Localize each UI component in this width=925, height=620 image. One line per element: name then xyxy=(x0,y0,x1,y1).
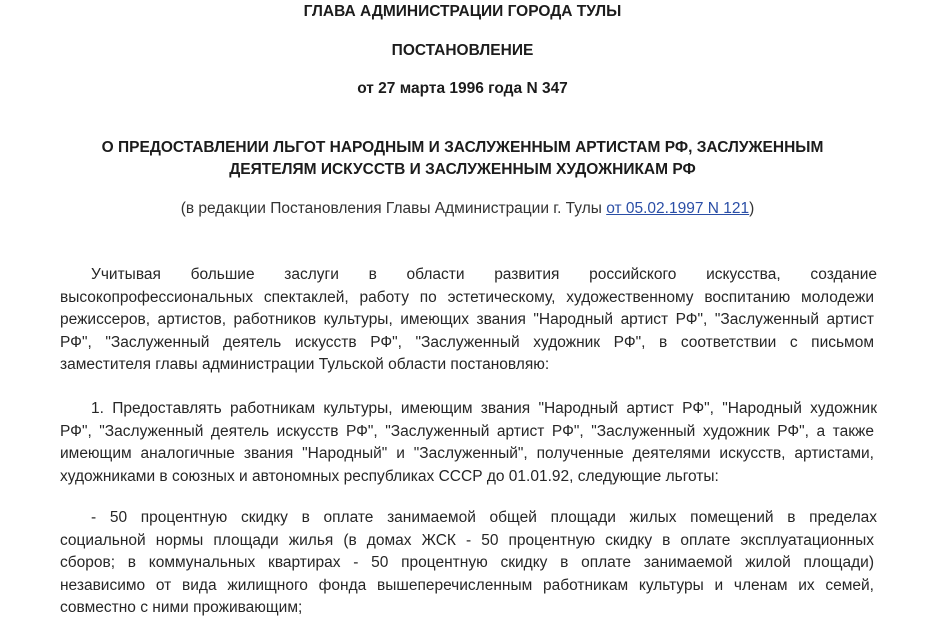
amendment-link[interactable]: от 05.02.1997 N 121 xyxy=(606,200,750,217)
issuing-authority: ГЛАВА АДМИНИСТРАЦИИ ГОРОДА ТУЛЫ xyxy=(303,3,622,20)
paragraph-line: Учитывая большие заслуги в области развития российского искусства, создание xyxy=(91,266,877,283)
preamble-paragraph xyxy=(60,264,877,377)
paragraph-line: совместно с ними проживающим; xyxy=(60,599,303,616)
paragraph-line: заместителя главы администрации Тульской области постановляю: xyxy=(60,356,550,373)
edition-note xyxy=(0,199,925,219)
paragraph-line: РФ", "Заслуженный деятель искусств РФ", "Заслуженный артист РФ", "Заслуженный художник РФ", а также xyxy=(60,422,874,440)
paragraph-line: сборов; в коммунальных квартирах - 50 процентную скидку в оплате занимаемой жилой площади) xyxy=(60,554,874,571)
paragraph-line: режиссеров, артистов, работников культуры, имеющих звания "Народный артист РФ", "Заслуженный артист xyxy=(60,311,874,328)
document-date-number: от 27 марта 1996 года N 347 xyxy=(357,80,568,97)
document-title-line-1: О ПРЕДОСТАВЛЕНИИ ЛЬГОТ НАРОДНЫМ И ЗАСЛУЖЕННЫМ АРТИСТАМ РФ, ЗАСЛУЖЕННЫМ xyxy=(101,139,824,156)
item-1-bullet-paragraph xyxy=(60,507,877,620)
paragraph-line: социальной нормы площади жилья (в домах ЖСК - 50 процентную скидку в оплате эксплуатационных xyxy=(60,531,874,549)
paragraph-line: высокопрофессиональных спектаклей, работу по эстетическому, художественному воспитанию молодежи xyxy=(60,288,874,306)
paragraph-line: имеющим аналогичные звания "Народный" и "Заслуженный", полученные деятелями искусств, артистами, xyxy=(60,445,874,462)
edition-note-prefix: (в редакции Постановления Главы Администрации г. Тулы xyxy=(180,200,607,217)
paragraph-line: независимо от вида жилищного фонда вышеперечисленным работникам культуры и членам их семей, xyxy=(60,576,874,594)
document-type: ПОСТАНОВЛЕНИЕ xyxy=(391,42,534,59)
paragraph-line: художниками в союзных и автономных республиках СССР до 01.01.92, следующие льготы: xyxy=(60,467,719,485)
item-1-paragraph xyxy=(60,398,877,488)
edition-note-suffix: ) xyxy=(749,200,755,217)
paragraph-line: - 50 процентную скидку в оплате занимаемой общей площади жилых помещений в пределах xyxy=(91,509,877,526)
document-title xyxy=(80,137,845,181)
paragraph-line: РФ", "Заслуженный деятель искусств РФ", "Заслуженный художник РФ", в соответствии с письмом xyxy=(60,333,874,351)
paragraph-line: 1. Предоставлять работникам культуры, имеющим звания "Народный артист РФ", "Народный художник xyxy=(91,400,877,417)
document-title-line-2: ДЕЯТЕЛЯМ ИСКУССТВ И ЗАСЛУЖЕННЫМ ХУДОЖНИКАМ РФ xyxy=(229,161,696,178)
